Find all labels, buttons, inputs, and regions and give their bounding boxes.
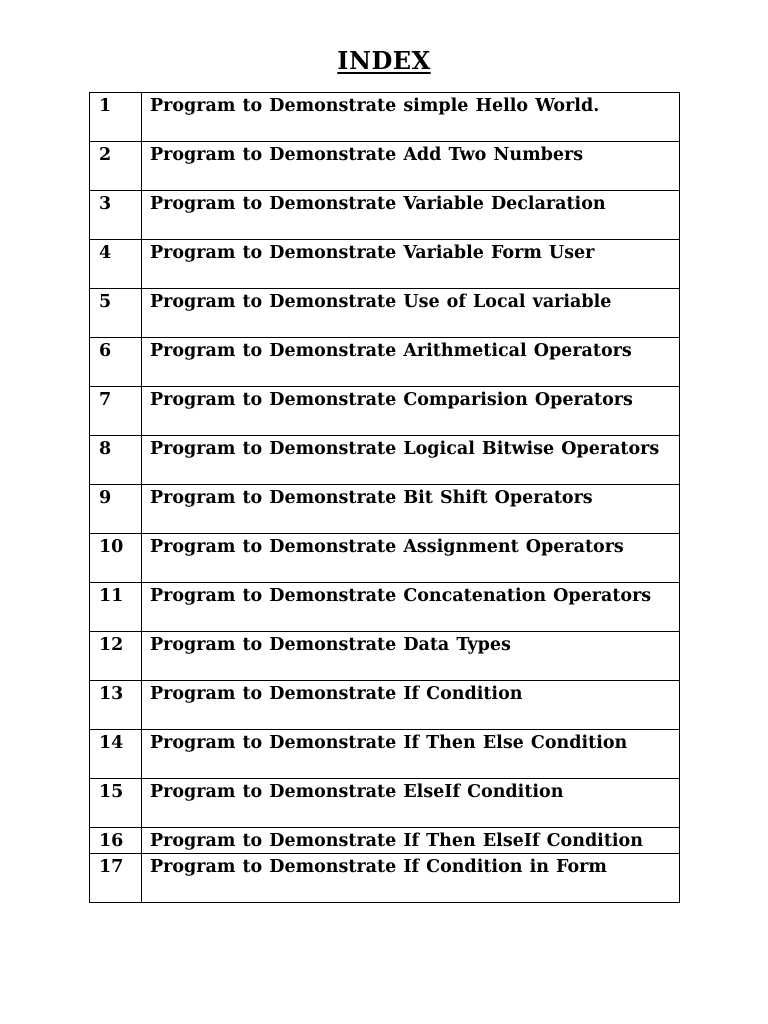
row-description: Program to Demonstrate Bit Shift Operators [142, 485, 680, 534]
row-number: 1 [90, 93, 142, 142]
row-number: 4 [90, 240, 142, 289]
table-row [90, 485, 680, 534]
row-description: Program to Demonstrate simple Hello World. [142, 93, 680, 142]
row-description: Program to Demonstrate Arithmetical Operators [142, 338, 680, 387]
row-number: 14 [90, 730, 142, 779]
row-description: Program to Demonstrate Comparision Operators [142, 387, 680, 436]
row-number: 11 [90, 583, 142, 632]
index-table [89, 92, 680, 903]
row-description: Program to Demonstrate If Condition in Form [142, 854, 680, 903]
table-row [90, 854, 680, 903]
row-number: 6 [90, 338, 142, 387]
table-row [90, 583, 680, 632]
table-row [90, 338, 680, 387]
table-row [90, 779, 680, 828]
row-description: Program to Demonstrate Concatenation Operators [142, 583, 680, 632]
table-row [90, 436, 680, 485]
row-number: 10 [90, 534, 142, 583]
row-description: Program to Demonstrate If Then Else Condition [142, 730, 680, 779]
table-row [90, 289, 680, 338]
row-description: Program to Demonstrate If Then ElseIf Condition [142, 828, 680, 854]
row-number: 12 [90, 632, 142, 681]
row-number: 5 [90, 289, 142, 338]
row-number: 17 [90, 854, 142, 903]
row-description: Program to Demonstrate Data Types [142, 632, 680, 681]
row-description: Program to Demonstrate Logical Bitwise Operators [142, 436, 680, 485]
table-row [90, 191, 680, 240]
table-row [90, 632, 680, 681]
row-number: 15 [90, 779, 142, 828]
row-description: Program to Demonstrate If Condition [142, 681, 680, 730]
page-title: INDEX [337, 46, 431, 75]
row-description: Program to Demonstrate Add Two Numbers [142, 142, 680, 191]
table-row [90, 93, 680, 142]
row-description: Program to Demonstrate Variable Form User [142, 240, 680, 289]
table-row [90, 534, 680, 583]
table-row [90, 142, 680, 191]
row-number: 8 [90, 436, 142, 485]
row-number: 3 [90, 191, 142, 240]
row-number: 16 [90, 828, 142, 854]
row-number: 7 [90, 387, 142, 436]
row-number: 13 [90, 681, 142, 730]
table-row [90, 681, 680, 730]
row-description: Program to Demonstrate Assignment Operators [142, 534, 680, 583]
row-description: Program to Demonstrate Use of Local variable [142, 289, 680, 338]
table-row [90, 387, 680, 436]
row-number: 9 [90, 485, 142, 534]
row-description: Program to Demonstrate ElseIf Condition [142, 779, 680, 828]
table-row [90, 240, 680, 289]
table-row [90, 828, 680, 854]
table-row [90, 730, 680, 779]
row-number: 2 [90, 142, 142, 191]
row-description: Program to Demonstrate Variable Declaration [142, 191, 680, 240]
